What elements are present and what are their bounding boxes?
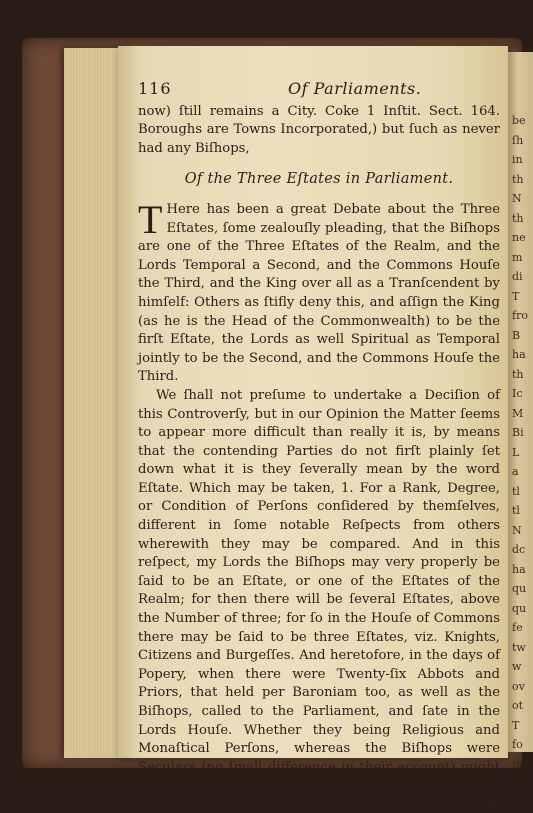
facing-page-fragment: w bbox=[512, 660, 522, 673]
facing-page-fragment: N bbox=[512, 192, 522, 205]
facing-page-fragment: L bbox=[512, 445, 520, 459]
facing-page-fragment: th bbox=[512, 172, 524, 186]
facing-page-fragment: tl bbox=[512, 504, 520, 517]
facing-page-edge bbox=[508, 52, 533, 771]
facing-page-fragment: N bbox=[512, 523, 522, 537]
drop-cap: T bbox=[138, 196, 163, 242]
facing-page-fragment: a bbox=[512, 465, 519, 478]
paragraph-1 bbox=[138, 196, 500, 387]
facing-page-fragment: M bbox=[512, 406, 524, 420]
running-title: Of Parliaments. bbox=[288, 79, 422, 98]
facing-page-fragment: ot bbox=[512, 699, 524, 712]
paragraph-1-text: Here has been a great Debate about the Three Eſtates, ſome zealouſly pleading, that the Biſhops are one of the Three Eſtates of the Realm, and the Lords Temporal a Second, and the Commons Houſe the Third, and the King over all as a Tranſcendent by himſelf: Others as ſtifly deny this, and aſſign the King (as he is the Head of the Commonwealth) to be the firſt Eſtate, the Lords as well Spiritual as Temporal jointly to be the Second, and the Commons Houſe the Third. bbox=[138, 201, 500, 385]
facing-page-fragment: tl bbox=[512, 484, 520, 498]
facing-page-fragment: B bbox=[512, 328, 521, 342]
facing-page-fragment: ha bbox=[512, 562, 526, 576]
catchword: be bbox=[483, 794, 500, 810]
facing-page-fragment: ne bbox=[512, 231, 526, 244]
facing-page-fragment: qu bbox=[512, 601, 527, 615]
page-header bbox=[138, 80, 500, 99]
facing-page-fragment: fe bbox=[512, 621, 523, 634]
facing-page-fragment: ſh bbox=[512, 133, 524, 147]
facing-page-fragment: T bbox=[512, 289, 520, 303]
lead-paragraph: now) ſtill remains a City. Coke 1 Inſtit. Sect. 164. Boroughs are Towns Incorporated,) but ſuch as never had any Biſhops, bbox=[138, 103, 500, 156]
facing-page-fragment: th bbox=[512, 211, 524, 225]
section-title: Of the Three Eſtates in Parliament. bbox=[184, 171, 454, 188]
facing-page-fragment: di bbox=[512, 270, 523, 283]
facing-page-fragment: th bbox=[512, 367, 524, 381]
facing-page-fragment: Ic bbox=[512, 387, 523, 400]
facing-page-fragment: dc bbox=[512, 543, 526, 556]
page-edges bbox=[64, 48, 126, 758]
facing-page-fragment: m bbox=[512, 250, 523, 264]
page-content bbox=[138, 80, 500, 813]
facing-page-fragment: ov bbox=[512, 679, 525, 693]
paragraph-2: We ſhall not preſume to undertake a Deciſion of this Controverſy, but in our Opinion the Matter ſeems to appear more difficult than really it is, by means that the contending Parties do not firſt plainly ſet down what it is they ſeverally mean by the word Eſtate. Which may be taken, 1. For a Rank, Degree, or Condition of Perſons conſidered by themſelves, different in ſome notable Reſpects from others wherewith they may be compared. And in this reſpect, my Lords the Biſhops may very properly be ſaid to be an Eſtate, or one of the Eſtates of the Realm; for then there will be ſeveral Eſtates, above the Number of three; for ſo in the Houſe of Commons there may be ſaid to be three Eſtates, viz. Knights, Citizens and Burgeſſes. And heretofore, in the days of Popery, when there were Twenty-ſix Abbots and Priors, that held per Baroniam too, as well as the Biſhops, called to the Parliament, and ſate in the Lords Houſe. Whether they being Religious and Monaſtical Perſons, whereas the Biſhops were Seculars (no ſmall difference in their account) might not as well claim to bbox=[138, 387, 500, 794]
facing-page-fragment: fr bbox=[512, 757, 522, 771]
facing-page-fragment: in bbox=[512, 153, 523, 166]
facing-page-fragment: T bbox=[512, 718, 520, 732]
facing-page-fragment: fo bbox=[512, 738, 523, 751]
facing-page-fragment: tw bbox=[512, 640, 526, 654]
page-number: 116 bbox=[138, 79, 172, 98]
facing-page-fragment: fro bbox=[512, 309, 528, 322]
facing-page-fragment: Bi bbox=[512, 426, 524, 439]
facing-page-fragment: be bbox=[512, 114, 526, 127]
facing-page-fragment: qu bbox=[512, 582, 527, 595]
facing-page-fragment: ha bbox=[512, 348, 526, 361]
